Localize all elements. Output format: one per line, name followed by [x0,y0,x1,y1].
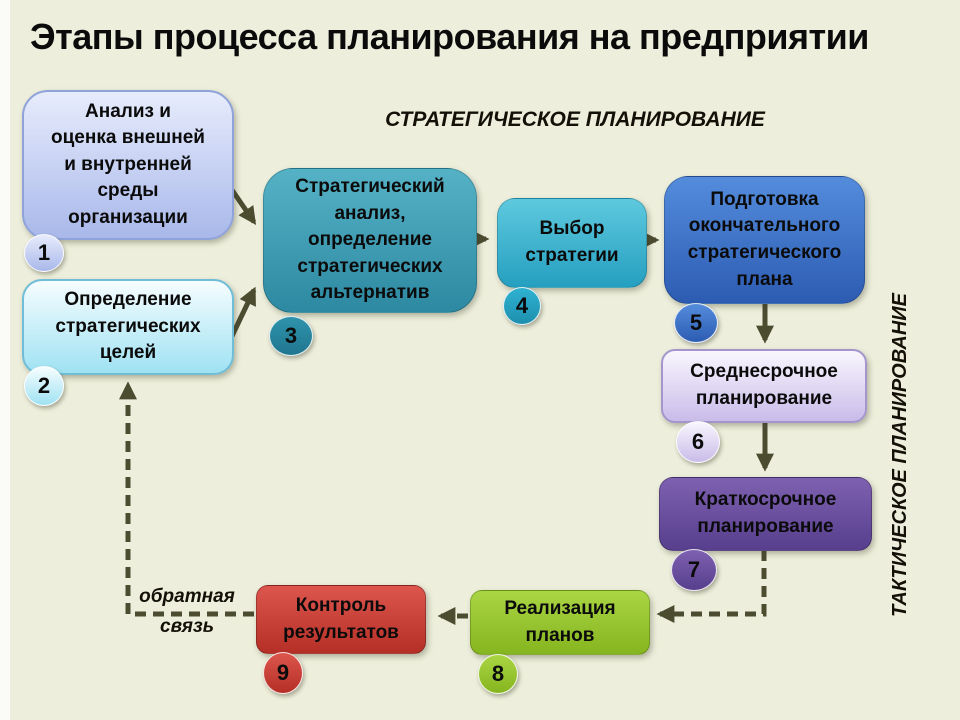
step-label: Подготовка окончательного стратегического плана [687,188,842,290]
step-box-strategic-goals [22,279,234,375]
step-box-final-strategic-plan [664,176,865,304]
step-label: Среднесрочное планирование [690,361,838,409]
step-label: Стратегический анализ, определение стратегических альтернатив [295,176,445,304]
step-number-1: 1 [24,234,64,272]
step-label: Определение стратегических целей [55,289,201,364]
section-label-strategic-planning: СТРАТЕГИЧЕСКОЕ ПЛАНИРОВАНИЕ [385,108,765,131]
step-number-8: 8 [478,654,518,694]
step-number-9: 9 [263,652,303,694]
dashed-feedback-arrow-step9-to-step2 [128,385,254,614]
step-box-midterm-planning [661,349,867,423]
step-box-results-control [256,585,426,654]
step-number-7: 7 [671,549,717,591]
step-number-3: 3 [269,316,313,356]
step-label: Выбор стратегии [525,218,619,266]
arrow-step1-to-step3 [232,190,254,222]
slide-left-margin [0,0,10,720]
step-label: Реализация планов [504,597,616,646]
step-number-6: 6 [676,421,720,463]
step-label: Анализ и оценка внешней и внутренней среды организации [51,100,205,228]
step-box-strategic-analysis [263,168,477,313]
step-box-shortterm-planning [659,477,872,551]
step-box-plan-implementation [470,590,650,655]
step-label: Краткосрочное планирование [694,489,837,537]
section-label-tactical-planning: ТАКТИЧЕСКОЕ ПЛАНИРОВАНИЕ [888,292,911,618]
step-box-strategy-choice [497,198,647,288]
slide-title: Этапы процесса планирования на предприятии [30,16,869,57]
step-box-environment-analysis [22,90,234,240]
step-number-4: 4 [503,287,541,325]
arrow-step2-to-step3 [232,290,254,336]
step-label: Контроль результатов [283,594,399,643]
step-number-2: 2 [24,366,64,406]
feedback-loop-label: обратная связь [139,586,235,638]
step-number-5: 5 [674,303,718,343]
